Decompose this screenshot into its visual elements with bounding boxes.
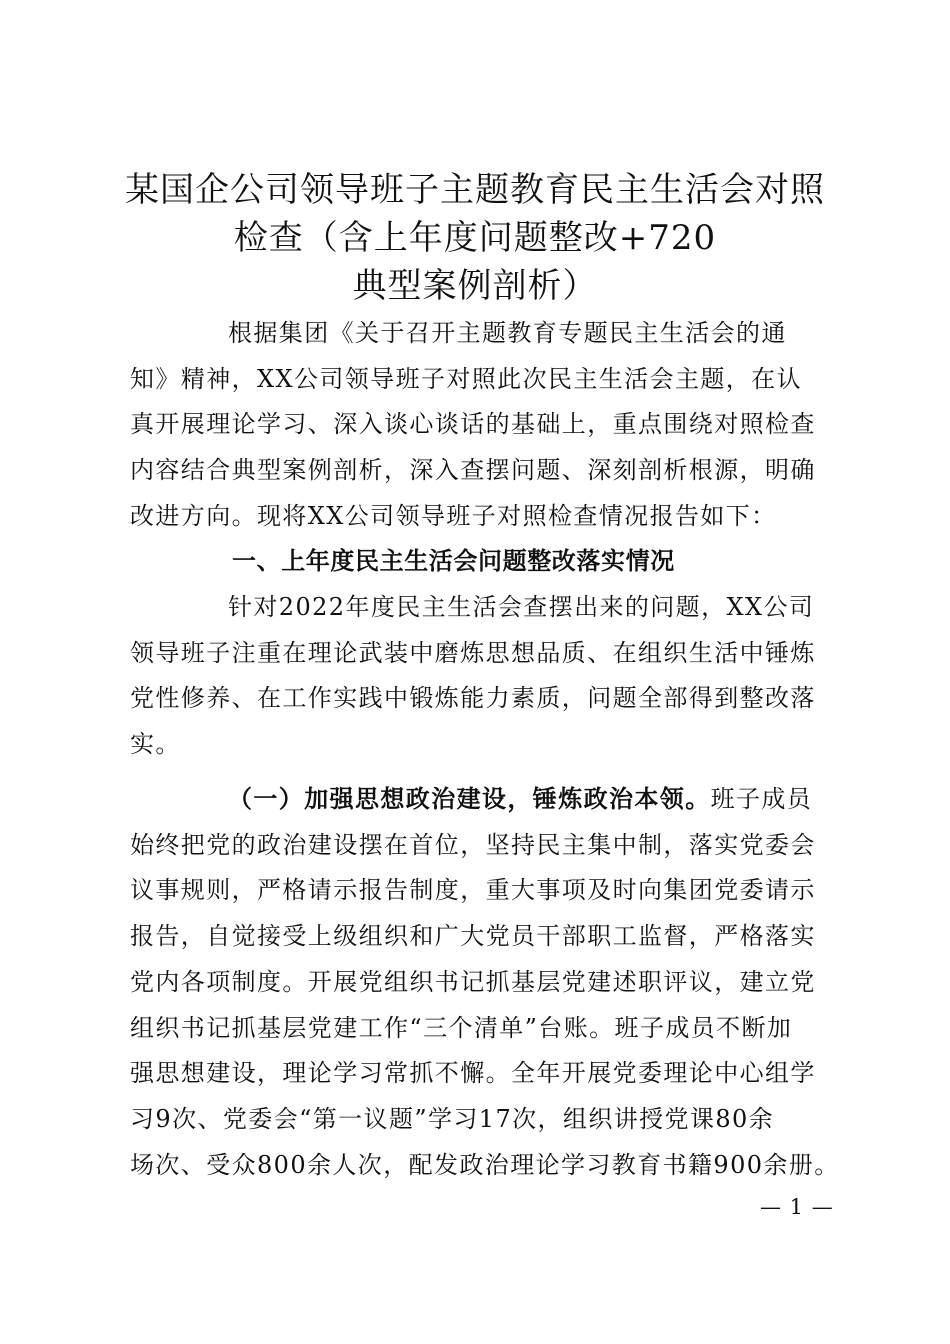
- subsection-1-heading: （一）加强思想政治建设，锤炼政治本领。: [228, 784, 711, 813]
- subsection-1-line: 党内各项制度。开展党组织书记抓基层党建述职评议，建立党: [130, 967, 816, 996]
- section-1-heading: 一、上年度民主生活会问题整改落实情况: [232, 547, 675, 575]
- subsection-1-first-line-rest: 班子成员: [710, 785, 813, 813]
- subsection-1-line: 场次、受众800余人次，配发政治理论学习教育书籍900余册。: [130, 1150, 840, 1179]
- subsection-1-line: 习9次、党委会“第一议题”学习17次，组织讲授党课80余: [130, 1104, 775, 1133]
- title-line-2: 检查（含上年度问题整改+720: [233, 218, 717, 258]
- title-line-3: 典型案例剖析）: [352, 266, 598, 306]
- document-title: [100, 166, 850, 310]
- intro-line: 根据集团《关于召开主题教育专题民主生活会的通: [228, 319, 787, 347]
- section-1-paragraph: [130, 585, 820, 768]
- intro-line: 内容结合典型案例剖析，深入查摆问题、深刻剖析根源，明确: [130, 456, 816, 485]
- title-line-1: 某国企公司领导班子主题教育民主生活会对照: [125, 170, 825, 210]
- section-1-line: 领导班子注重在理论武装中磨炼思想品质、在组织生活中锤炼: [130, 638, 816, 667]
- subsection-1-line: 始终把党的政治建设摆在首位，坚持民主集中制，落实党委会: [130, 830, 816, 859]
- subsection-1-line: 组织书记抓基层党建工作“三个清单”台账。班子成员不断加: [130, 1013, 793, 1042]
- section-1-line: 党性修养、在工作实践中锻炼能力素质，问题全部得到整改落: [130, 684, 816, 713]
- subsection-1-paragraph: [130, 776, 840, 1188]
- intro-line: 改进方向。现将XX公司领导班子对照检查情况报告如下：: [130, 501, 777, 530]
- subsection-1-line: 报告，自觉接受上级组织和广大党员干部职工监督，严格落实: [130, 922, 816, 951]
- section-1-line: 实。: [130, 730, 181, 759]
- subsection-1-line: 强思想建设，理论学习常抓不懈。全年开展党委理论中心组学: [130, 1059, 816, 1088]
- intro-paragraph: [130, 311, 820, 540]
- intro-line: 真开展理论学习、深入谈心谈话的基础上，重点围绕对照检查: [130, 410, 816, 439]
- intro-line: 知》精神，XX公司领导班子对照此次民主生活会主题，在认: [130, 364, 802, 393]
- page-number: — 1 —: [760, 1195, 834, 1219]
- subsection-1-first-line: [130, 776, 820, 823]
- subsection-1-line: 议事规则，严格请示报告制度，重大事项及时向集团党委请示: [130, 876, 816, 905]
- section-1-line: 针对2022年度民主生活会查摆出来的问题，XX公司: [228, 593, 815, 621]
